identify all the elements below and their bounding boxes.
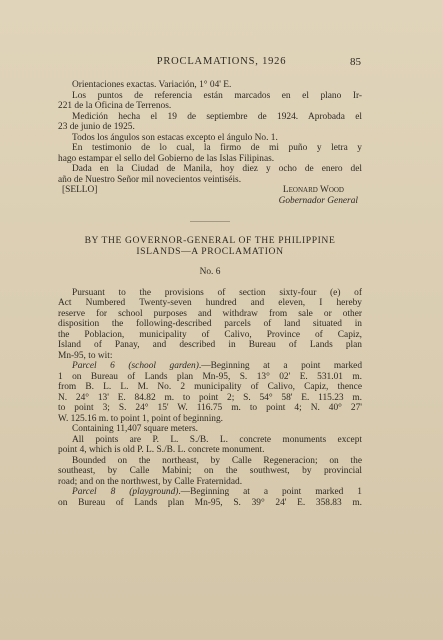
text-line: reserve for school purposes and withdraw from sale or other bbox=[58, 308, 362, 319]
text-line: Mn-95, to wit: bbox=[58, 350, 113, 361]
text-line: disposition the following-described parcels of land situated in bbox=[58, 319, 362, 329]
text-line: 221 de la Oficina de Terrenos. bbox=[58, 101, 172, 111]
text-line: on Bureau of Lands plan Mn-95, S. 39° 24' E. 358.83 m. bbox=[58, 497, 362, 508]
text-line: 1 on Bureau of Lands plan Mn-95, S. 13° 02' E. 531.01 m. bbox=[58, 371, 362, 382]
text-line: En testimonio de lo cual, la firmo de mi puño y letra y bbox=[72, 143, 362, 153]
parcel-use: (playground) bbox=[129, 487, 179, 497]
text-line: point 4, which is old P. L. S./B. L. concrete monument. bbox=[58, 445, 265, 455]
parcel-8-heading-line bbox=[58, 487, 362, 498]
parcel-label: Parcel 6 bbox=[72, 361, 115, 371]
text-line: Todos los ángulos son estacas excepto el ángulo No. 1. bbox=[72, 132, 278, 143]
section-divider bbox=[190, 221, 230, 222]
text-fragment: .—Beginning at a point marked bbox=[198, 361, 363, 371]
text-line: road; and on the northwest, by Calle Fraternidad. bbox=[58, 476, 243, 487]
text-line: 23 de junio de 1925. bbox=[58, 122, 135, 132]
proclamation-number: No. 6 bbox=[199, 267, 221, 277]
proclamation-title-line: BY THE GOVERNOR-GENERAL OF THE PHILIPPINE bbox=[84, 235, 336, 246]
text-line: the Poblacion, municipality of Calivo, Province of Capiz, bbox=[58, 329, 362, 340]
page-number: 85 bbox=[350, 56, 361, 68]
seal-label: [SELLO] bbox=[62, 185, 98, 195]
signer-title: Gobernador General bbox=[278, 195, 358, 206]
text-line: año de Nuestro Señor mil novecientos veintiséis. bbox=[58, 174, 242, 185]
text-line: Island of Panay, and described in Bureau of Lands plan bbox=[58, 340, 362, 350]
text-line: Dada en la Ciudad de Manila, hoy diez y ocho de enero del bbox=[72, 164, 362, 174]
text-line: to point 3; S. 24° 15' W. 116.75 m. to point 4; N. 40° 27' bbox=[58, 403, 362, 413]
proclamation-title-line: ISLANDS—A PROCLAMATION bbox=[136, 246, 284, 257]
page-body bbox=[58, 80, 362, 508]
parcel-6-heading-line bbox=[58, 361, 362, 372]
text-line: hago estampar el sello del Gobierno de las Islas Filipinas. bbox=[58, 153, 275, 164]
text-line: All points are P. L. S./B. L. concrete monuments except bbox=[72, 434, 362, 445]
text-line: Medición hecha el 19 de septiembre de 1924. Aprobada el bbox=[72, 111, 362, 122]
header-title: PROCLAMATIONS, 1926 bbox=[156, 56, 287, 67]
text-line: N. 24° 13' E. 84.82 m. to point 2; S. 54° 58' E. 115.23 m. bbox=[58, 392, 362, 403]
text-fragment: .—Beginning at a point marked 1 bbox=[178, 487, 362, 497]
proclamation-title bbox=[58, 235, 362, 257]
signature-row bbox=[58, 185, 362, 196]
text-line: southeast, by Calle Mabini; on the southwest, by provincial bbox=[58, 466, 362, 476]
running-header bbox=[0, 56, 443, 70]
text-line: Los puntos de referencia están marcados en el plano Ir- bbox=[72, 90, 362, 101]
text-line: W. 125.16 m. to point 1, point of beginning. bbox=[58, 413, 224, 424]
text-line: Pursuant to the provisions of section sixty-four (e) of bbox=[72, 287, 362, 298]
text-line: Bounded on the northeast, by Calle Regeneracion; on the bbox=[72, 455, 362, 466]
signer-name: Leonard Wood bbox=[282, 185, 344, 195]
text-line: Act Numbered Twenty-seven hundred and eleven, I hereby bbox=[58, 298, 362, 308]
parcel-use: (school garden) bbox=[128, 361, 199, 371]
text-line: from B. L. L. M. No. 2 municipality of Calivo, Capiz, thence bbox=[58, 382, 362, 392]
parcel-label: Parcel 8 bbox=[72, 487, 116, 497]
text-line: Orientaciones exactas. Variación, 1° 04' E. bbox=[72, 80, 232, 90]
text-line: Containing 11,407 square meters. bbox=[72, 424, 198, 434]
